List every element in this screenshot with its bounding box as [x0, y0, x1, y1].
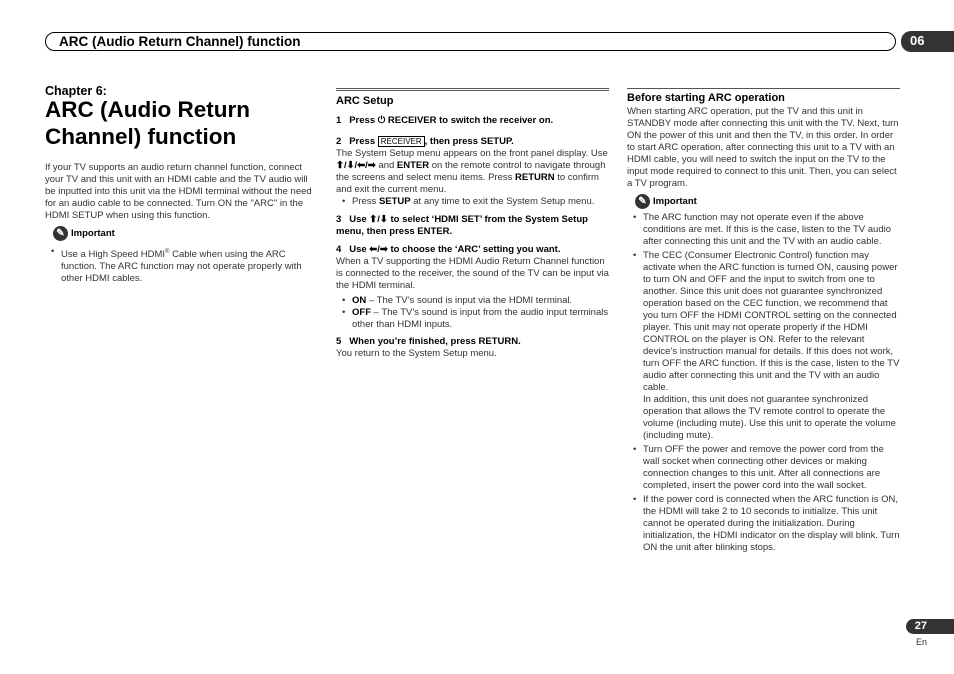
step-4: 4 Use ⬅/➡ to choose the ‘ARC’ setting you want. [336, 244, 561, 255]
header-title: ARC (Audio Return Channel) function [59, 34, 301, 49]
step-2-body: The System Setup menu appears on the front panel display. Use ⬆/⬇/⬅/➡ and ENTER on the remote control to navigate through the screens and select menu items. Press RETURN to confirm and exit the current menu. [336, 148, 608, 195]
header-bar [45, 32, 896, 51]
arrow-keys-icon: ⬆/⬇/⬅/➡ [336, 160, 376, 171]
list-item: • The CEC (Consumer Electronic Control) function may activate when the ARC function is turned ON, causing power to turn ON and OFF and the input to switch from one to another. Since this unit does not guarantee synchronized operation based on the CEC function, we recommend that you turn OFF the HDMI CONTROL setting on the connected player. This unit may not operate properly if the HDMI CONTROL on the player is ON. Refer to the relevant device’s instruction manual for details. If this does not work, turn OFF the ARC function. If this is the case, listen to the TV audio after connecting this unit and the TV with an audio cable. In addition, this unit does not guarantee synchronized operation that allows the TV remote control to operate the volume (including mute). Use this unit to operate the volume (including mute). [627, 250, 900, 442]
important-label: Important [653, 196, 697, 207]
before-arc-section [627, 88, 900, 554]
list-item: • Press SETUP at any time to exit the System Setup menu. [336, 196, 609, 208]
intro-section [45, 162, 320, 285]
list-item: • Turn OFF the power and remove the power cord from the wall socket when connecting other devices or making connection changes to this unit. After all connections are completed, insert the power cord into the wall socket. [627, 444, 900, 492]
section-rule [336, 88, 609, 91]
step-2: 2 Press RECEIVER , then press SETUP. [336, 136, 514, 147]
power-icon: ⏻ [377, 115, 386, 126]
warning-icon: ✎ [635, 194, 650, 209]
arc-setup-heading: ARC Setup [336, 95, 394, 107]
arc-options [336, 295, 609, 331]
step-1: 1 Press ⏻ RECEIVER to switch the receiver on. [336, 115, 554, 126]
option-on: • ON – The TV’s sound is input via the HDMI terminal. [336, 295, 609, 307]
before-arc-heading: Before starting ARC operation [627, 92, 785, 104]
step-4-body: When a TV supporting the HDMI Audio Return Channel function is connected to the receiver, the sound of the TV can be input via the HDMI terminal. [336, 256, 609, 291]
before-arc-bullets [627, 212, 900, 554]
up-down-arrows-icon: ⬆/⬇ [369, 214, 388, 225]
intro-text: If your TV supports an audio return channel function, connect your TV and this unit with an HDMI cable and the TV audio will be inputted into this unit via the HDMI terminal without the need for an audio cable to be connected. Turn ON the "ARC" in the HDMI SETUP when using this function. [45, 162, 312, 221]
arc-setup-section [336, 88, 609, 360]
chapter-number-tab: 06 [901, 31, 954, 52]
option-off: • OFF – The TV’s sound is input from the audio input terminals other than HDMI inputs. [336, 307, 609, 331]
step-2-bullets [336, 196, 609, 208]
chapter-label: Chapter 6: [45, 84, 107, 98]
language-label: En [916, 637, 928, 647]
intro-bullets [45, 246, 320, 285]
list-item: • The ARC function may not operate even if the above conditions are met. If this is the case, listen to the TV audio after connecting this unit and the TV with an audio cable. [627, 212, 900, 248]
step-5: 5 When you’re finished, press RETURN. [336, 336, 521, 347]
page-number: 27 [906, 619, 954, 634]
before-arc-text: When starting ARC operation, put the TV and this unit in STANDBY mode after connecting this unit with the TV. Next, turn ON the power of this unit and then the TV, in this order. In order to start ARC operation, after connecting this unit to a TV with an HDMI cable, you will need to switch the input on the TV to the input mode required to connect to this unit. Then, you can select a TV program. [627, 106, 899, 189]
list-item: • If the power cord is connected when the ARC function is ON, the HDMI will take 2 to 10 seconds to initialize. This unit cannot be operated during the initialization. During initialization, the HDMI indicator on the display will blink. Turn ON the unit after blinking stops. [627, 494, 900, 554]
receiver-key: RECEIVER [378, 136, 425, 147]
step-3: 3 Use ⬆/⬇ to select ‘HDMI SET’ from the System Setup menu, then press ENTER. [336, 214, 588, 237]
left-right-arrows-icon: ⬅/➡ [369, 244, 388, 255]
important-label: Important [71, 228, 115, 239]
section-rule [627, 88, 900, 89]
important-note [635, 194, 900, 209]
list-item: • Use a High Speed HDMI® Cable when using the ARC function. The ARC function may not operate properly with other HDMI cables. [45, 246, 320, 285]
chapter-title: ARC (Audio Return Channel) function [45, 97, 250, 149]
step-5-body: You return to the System Setup menu. [336, 348, 497, 359]
important-note [53, 226, 320, 241]
warning-icon: ✎ [53, 226, 68, 241]
